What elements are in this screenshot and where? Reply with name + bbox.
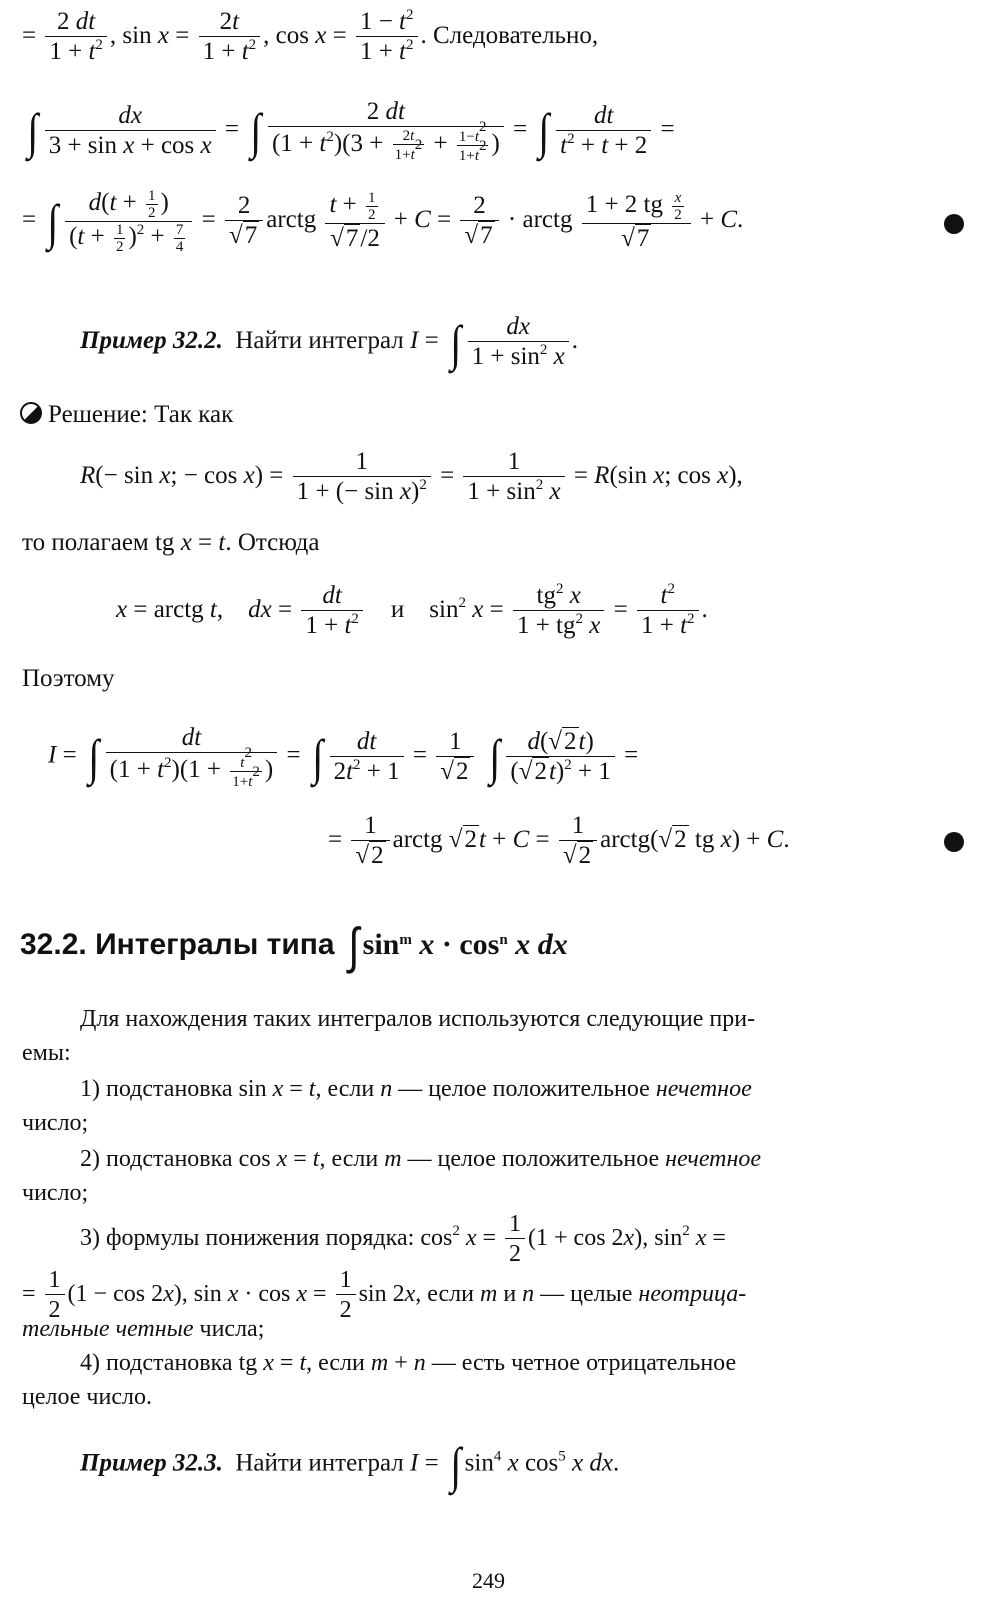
substitution-line: то полагаем tg x = t. Отсюда xyxy=(22,529,320,556)
solution-text: Так как xyxy=(154,401,234,428)
example-32-3: Пример 32.3. Найти интеграл I = ∫ $\sin^4 x$ $\cos^5 x$ dx. xyxy=(80,1437,620,1493)
intro-line-1 xyxy=(80,1002,755,1036)
item-3-nonneg-1: неотрица- xyxy=(638,1281,747,1308)
item-3-d: числа; xyxy=(199,1316,265,1342)
substitution-text: то полагаем xyxy=(22,529,149,556)
and-word: и xyxy=(390,596,405,624)
item-4-d: целое число. xyxy=(22,1384,152,1410)
item-2-b: , если xyxy=(319,1146,379,1172)
item-1-b: , если xyxy=(315,1076,375,1102)
formula-integral-2: = ∫ d(t + $\frac{1}{2}$ ) (t + $\frac{1}{2}$ )$^2$ + $\frac{7}{4}$ = $\frac{2}{√7}$ arctg t + $\frac{1}{2}$ √7/2 + C = $\frac{2}{√7}$ · arctg 1 + 2 tg $\frac{x}{2}$ √7 + C. xyxy=(22,188,744,255)
item-3-cont: = $\frac{1}{2}$ (1 − cos 2x), sin x · cos x = $\frac{1}{2}$ sin 2x, если m и n — целые неотрица- xyxy=(22,1267,747,1323)
item-3-b: , если xyxy=(415,1281,474,1308)
item-1-odd: нечетное xyxy=(655,1076,752,1102)
item-2-odd: нечетное xyxy=(665,1146,762,1172)
example-3-label: Пример 32.3. xyxy=(80,1449,223,1477)
item-3: 3) формулы понижения порядка: $\cos^2 x$ = $\frac{1}{2}$ (1 + cos 2x), $\sin^2 x$ = xyxy=(80,1211,726,1267)
item-2-c: — целое положительное xyxy=(407,1146,660,1172)
item-2-d: число; xyxy=(22,1180,89,1206)
item-3-cont-2 xyxy=(22,1312,264,1346)
therefore-text: Поэтому xyxy=(22,665,115,692)
example-3-text: Найти интеграл xyxy=(235,1449,404,1477)
item-4-a: 4) подстановка xyxy=(80,1350,233,1376)
item-4-b: , если xyxy=(306,1350,365,1376)
item-2-cont xyxy=(22,1176,88,1210)
intro-line-2 xyxy=(22,1036,71,1070)
item-4-cont xyxy=(22,1380,152,1414)
item-1-cont xyxy=(22,1106,88,1140)
formula-integral-3: I = ∫ dt $(1 + t^2)(1$ + $\frac{t^2}{1+t^2}$ ) = ∫ $\frac{dt}{2t^2 + 1}$ = $\frac{1}{√2}$ ∫ $\frac{d(√2t)}{(√2t)^2 + 1}$ = xyxy=(48,724,639,790)
intro-text-2: емы: xyxy=(22,1040,71,1066)
item-4-c: — есть четное отрицательное xyxy=(431,1350,737,1376)
section-heading: 32.2. Интегралы типа ∫ $\sin^m x \cdot \cos^n x$ dx xyxy=(20,918,568,974)
formula-R-symmetry: R(− sin x; − cos x) = $\frac{1}{1 + (- \sin x)^2}$ = $\frac{1}{1 + \sin^2 x}$ = R(sin x; cos x), xyxy=(80,448,743,505)
page-number: 249 xyxy=(472,1568,505,1593)
formula-integral-4: = $\frac{1}{√2}$ arctg √2t + C = $\frac{1}{√2}$ arctg(√2 tg x) + C. xyxy=(328,812,790,869)
line1-text: Следовательно, xyxy=(433,22,599,50)
item-3-c: — целые xyxy=(540,1281,633,1308)
example-32-2: Пример 32.2. Найти интеграл I = ∫ $\frac{dx}{1 + \sin^2 x}$ . xyxy=(80,313,579,371)
section-title: Интегралы типа xyxy=(95,927,335,961)
solution-start-icon xyxy=(20,402,42,424)
item-2-a: 2) подстановка xyxy=(80,1146,233,1172)
intro-text-1: Для нахождения таких интегралов используются следующие при- xyxy=(80,1006,756,1032)
end-of-proof-marker xyxy=(944,214,964,234)
item-3-a: 3) формулы понижения порядка: xyxy=(80,1225,415,1252)
formula-substitutions: = $\frac{2 dt}{1 + t^2}$ , sin x = $\frac{2t}{1 + t^2}$ , cos x = $\frac{1 - t^2}{1 + t^2}$ . Следовательно, xyxy=(22,7,599,65)
solution-label: Решение: xyxy=(48,401,148,428)
item-4: 4) подстановка tg x = t, если m + n — есть четное отрицательное xyxy=(80,1350,737,1376)
example-2-label: Пример 32.2. xyxy=(80,327,223,355)
from-here-text: Отсюда xyxy=(237,529,320,556)
solution-header xyxy=(20,400,233,430)
item-1-d: число; xyxy=(22,1110,89,1136)
item-3-and: и xyxy=(503,1281,517,1308)
formula-substitution-relations: x = arctg t, dx = $\frac{dt}{1 + t^2}$ и $\sin^2 x$ = $\frac{tg^2 x}{1 + tg^2 x}$ = $\frac{t^2}{1 + t^2}$ . xyxy=(116,581,708,639)
item-1-c: — целое положительное xyxy=(398,1076,650,1102)
item-1-a: 1) подстановка xyxy=(80,1076,233,1102)
therefore-line xyxy=(22,664,115,694)
section-number: 32.2. xyxy=(20,927,87,961)
item-2: 2) подстановка cos x = t, если m — целое положительное нечетное xyxy=(80,1146,762,1172)
item-3-nonneg-2: тельные четные xyxy=(22,1316,194,1342)
end-of-proof-marker-2 xyxy=(944,832,964,852)
formula-integral-1: ∫ $\frac{dx}{\text{3 + sin x + cos x}}$ = ∫ 2 dt $(1 + t^2)(3$ + $\frac{2t}{1+t^2}$ + $\frac{1-t^2}{1+t^2}$ ) = ∫ $\frac{dt}{t^2 + t + 2}$ = xyxy=(27,98,675,164)
example-2-text: Найти интеграл xyxy=(235,327,404,355)
item-1: 1) подстановка sin x = t, если n — целое положительное нечетное xyxy=(80,1076,752,1102)
